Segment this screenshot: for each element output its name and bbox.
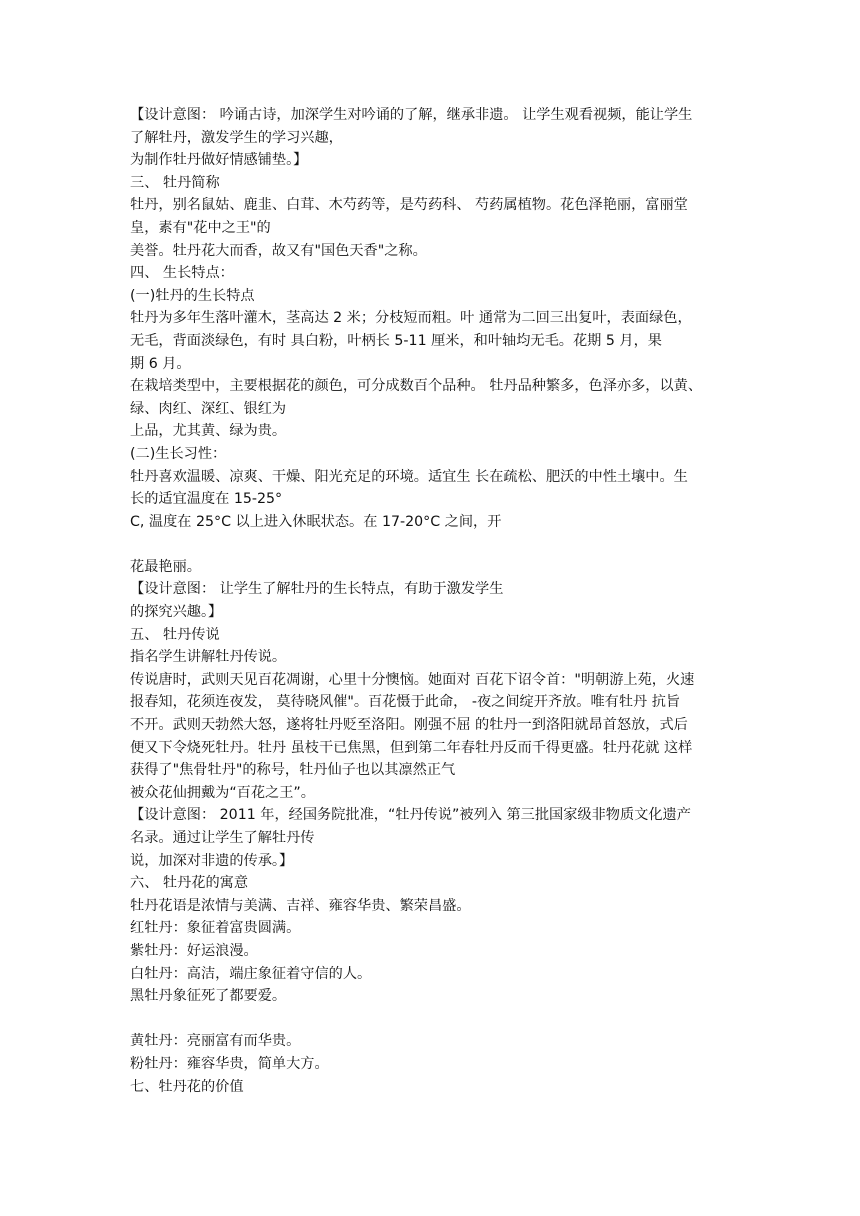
text-line: 【设计意图： 让学生了解牡丹的生长特点，有助于激发学生 [130, 581, 504, 598]
text-line: 红牡丹：象征着富贵圆满。 [130, 920, 301, 937]
text-line: 说，加深对非遗的传承。】 [130, 852, 294, 869]
text-line: 六、 牡丹花的寓意 [130, 875, 249, 892]
text-line: 便又下令烧死牡丹。牡丹 虽枝干已焦黑，但到第二年春牡丹反而千得更盛。牡丹花就 这样 [130, 739, 693, 756]
text-line: 粉牡丹：雍容华贵，简单大方。 [130, 1055, 329, 1072]
text-line: 四、 生长特点： [130, 265, 234, 282]
text-line: 皇，素有"花中之王"的 [130, 219, 271, 236]
text-line: 黄牡丹：亮丽富有而华贵。 [130, 1033, 301, 1050]
text-line: 期 6 月。 [130, 355, 191, 372]
text-line: 美誉。牡丹花大而香，故又有"国色天香"之称。 [130, 242, 427, 259]
text-line: 五、 牡丹传说 [130, 626, 220, 643]
text-line: 指名学生讲解牡丹传说。 [130, 649, 287, 666]
text-line: C, 温度在 25°C 以上进入休眠状态。在 17-20°C 之间，开 [130, 513, 502, 530]
text-line: 牡丹喜欢温暖、凉爽、干燥、阳光充足的环境。适宜生 长在疏松、肥沃的中性土壤中。生 [130, 468, 688, 485]
text-line: 白牡丹：高洁，端庄象征着守信的人。 [130, 965, 372, 982]
text-line: 不开。武则天勃然大怒，遂将牡丹贬至洛阳。刚强不屈 的牡丹一到洛阳就昂首怒放，式后 [130, 717, 688, 734]
text-line: 报春知，花须连夜发， 莫待晓风催"。百花慑于此命， -夜之间绽开齐放。唯有牡丹 抗旨 [130, 694, 681, 711]
text-line: 牡丹为多年生落叶灌木，茎高达 2 米；分枝短而粗。叶 通常为二回三出复叶，表面绿色， [130, 310, 692, 327]
text-line: 【设计意图： 吟诵古诗，加深学生对吟诵的了解，继承非遗。 让学生观看视频，能让学生 [130, 107, 693, 123]
text-line: 上品，尤其黄、绿为贵。 [130, 423, 287, 440]
text-line: 无毛，背面淡绿色，有时 具白粉，叶柄长 5-11 厘米，和叶轴均无毛。花期 5 月，果 [130, 332, 662, 349]
text-line: 牡丹花语是浓情与美满、吉祥、雍容华贵、繁荣昌盛。 [130, 897, 471, 914]
text-line: 的探究兴趣。】 [130, 604, 223, 621]
text-line: 被众花仙拥戴为“百花之王”。 [130, 784, 315, 801]
text-line: 【设计意图： 2011 年，经国务院批准，“牡丹传说”被列入 第三批国家级非物质文化遗产 [130, 807, 691, 824]
text-line: 三、 牡丹简称 [130, 174, 220, 191]
text-line: 传说唐时，武则天见百花凋谢，心里十分懊恼。她面对 百花下诏令首："明朝游上苑，火速 [130, 671, 695, 688]
text-line: 七、牡丹花的价值 [130, 1078, 244, 1095]
blank-line [130, 533, 732, 556]
document-body [130, 104, 732, 1098]
text-line: (一)牡丹的生长特点 [130, 287, 255, 304]
text-line: (二)生长习性： [130, 445, 227, 462]
text-line: 黑牡丹象征死了都要爱。 [130, 988, 287, 1005]
text-line: 花最艳丽。 [130, 558, 201, 575]
text-line: 紫牡丹：好运浪漫。 [130, 942, 258, 959]
text-line: 获得了"焦骨牡丹"的称号，牡丹仙子也以其凛然正气 [130, 762, 456, 779]
text-line: 了解牡丹，激发学生的学习兴趣， [130, 129, 343, 146]
text-line: 为制作牡丹做好情感铺垫。】 [130, 152, 308, 169]
text-line: 名录。通过让学生了解牡丹传 [130, 830, 315, 846]
text-line: 长的适宜温度在 15-25° [130, 491, 283, 508]
text-line: 在栽培类型中，主要根据花的颜色，可分成数百个品种。 牡丹品种繁多，色泽亦多，以黄、 [130, 378, 703, 395]
text-line: 牡丹，别名鼠姑、鹿韭、白茸、木芍药等，是芍药科、 芍药属植物。花色泽艳丽，富丽堂 [130, 197, 688, 214]
blank-line [130, 1008, 732, 1031]
text-line: 绿、肉红、深红、银红为 [130, 400, 287, 417]
